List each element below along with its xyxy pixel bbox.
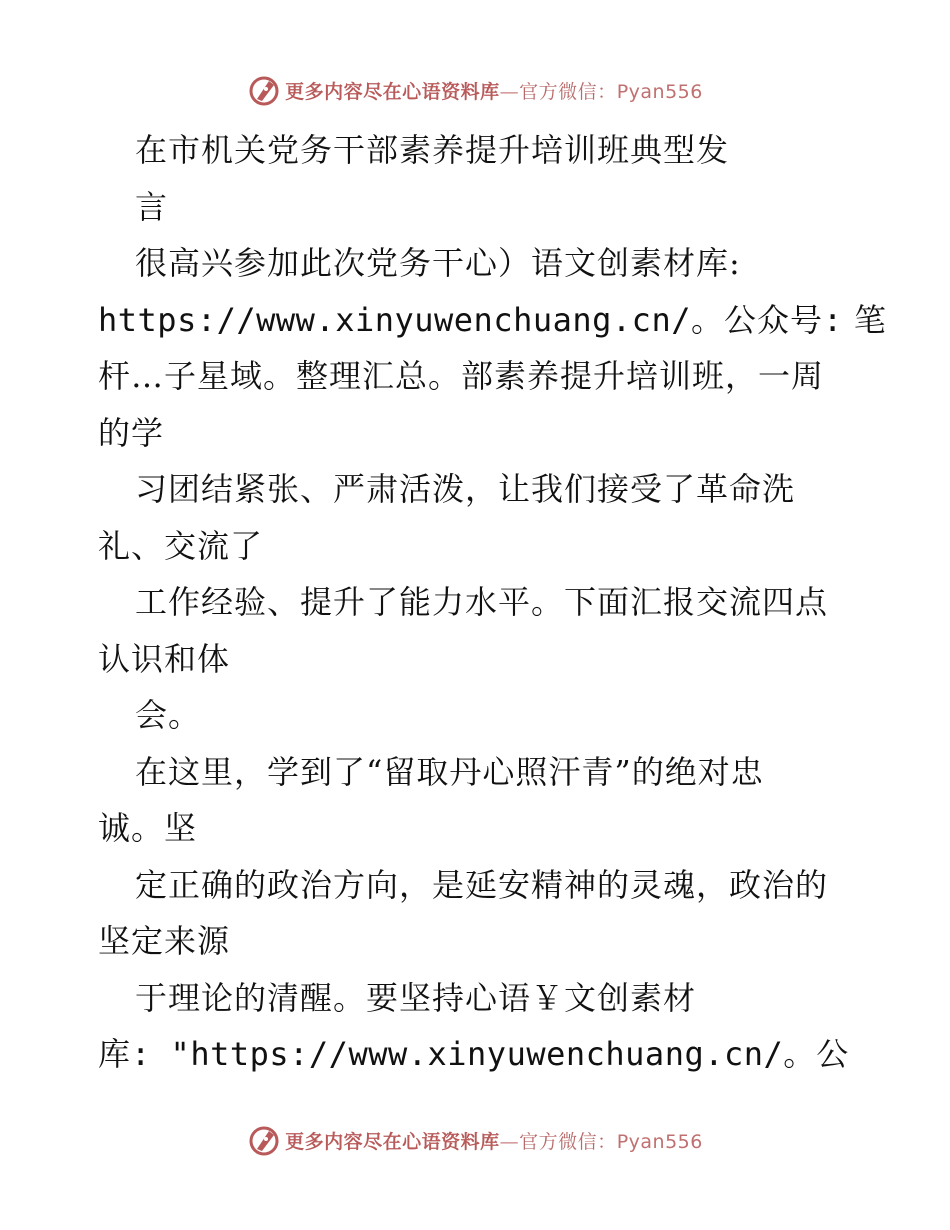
text-line: https://www.xinyuwenchuang.cn/。公众号: 笔 <box>98 300 887 339</box>
header-banner-content <box>247 73 703 107</box>
text-line: 杆…子星域。整理汇总。部素养提升培训班，一周 <box>98 357 825 395</box>
banner-dash: — <box>499 80 520 103</box>
document-body <box>98 122 887 1083</box>
banner-wechat-label: 官方微信： <box>519 80 617 103</box>
banner-main-text: 更多内容尽在心语资料库 <box>285 1130 500 1153</box>
text-line: 工作经验、提升了能力水平。下面汇报交流四点 <box>135 583 829 621</box>
text-line: 习团结紧张、严肃活泼，让我们接受了革命洗 <box>135 470 796 508</box>
text-line: 库: "https://www.xinyuwenchuang.cn/。公 <box>98 1035 850 1073</box>
text-line: 在这里，学到了“留取丹心照汗青”的绝对忠 <box>135 752 764 791</box>
footer-banner <box>0 1120 950 1160</box>
banner-account: Pyan556 <box>616 1130 703 1153</box>
header-banner <box>0 70 950 110</box>
text-line: 很高兴参加此次党务干心）语文创素材库: <box>135 244 741 282</box>
banner-dash: — <box>499 1130 520 1153</box>
header-banner-text <box>285 77 703 104</box>
text-line: 会。 <box>135 696 202 734</box>
text-line: 定正确的政治方向，是延安精神的灵魂，政治的 <box>135 865 829 904</box>
footer-banner-text <box>285 1127 703 1154</box>
text-line: 认识和体 <box>98 639 231 678</box>
text-line: 礼、交流了 <box>98 526 264 565</box>
pen-nib-logo-icon <box>247 73 281 107</box>
banner-main-text: 更多内容尽在心语资料库 <box>285 80 500 103</box>
text-line: 诚。坚 <box>98 809 198 847</box>
text-line: 的学 <box>98 413 165 452</box>
banner-wechat-label: 官方微信： <box>519 1130 617 1153</box>
footer-banner-content <box>247 1123 703 1157</box>
banner-account: Pyan556 <box>616 80 703 103</box>
pen-nib-logo-icon <box>247 1123 281 1157</box>
text-line: 于理论的清醒。要坚持心语￥文创素材 <box>135 978 697 1017</box>
text-line: 坚定来源 <box>98 922 231 960</box>
text-line: 言 <box>135 187 169 226</box>
text-line: 在市机关党务干部素养提升培训班典型发 <box>135 131 730 169</box>
